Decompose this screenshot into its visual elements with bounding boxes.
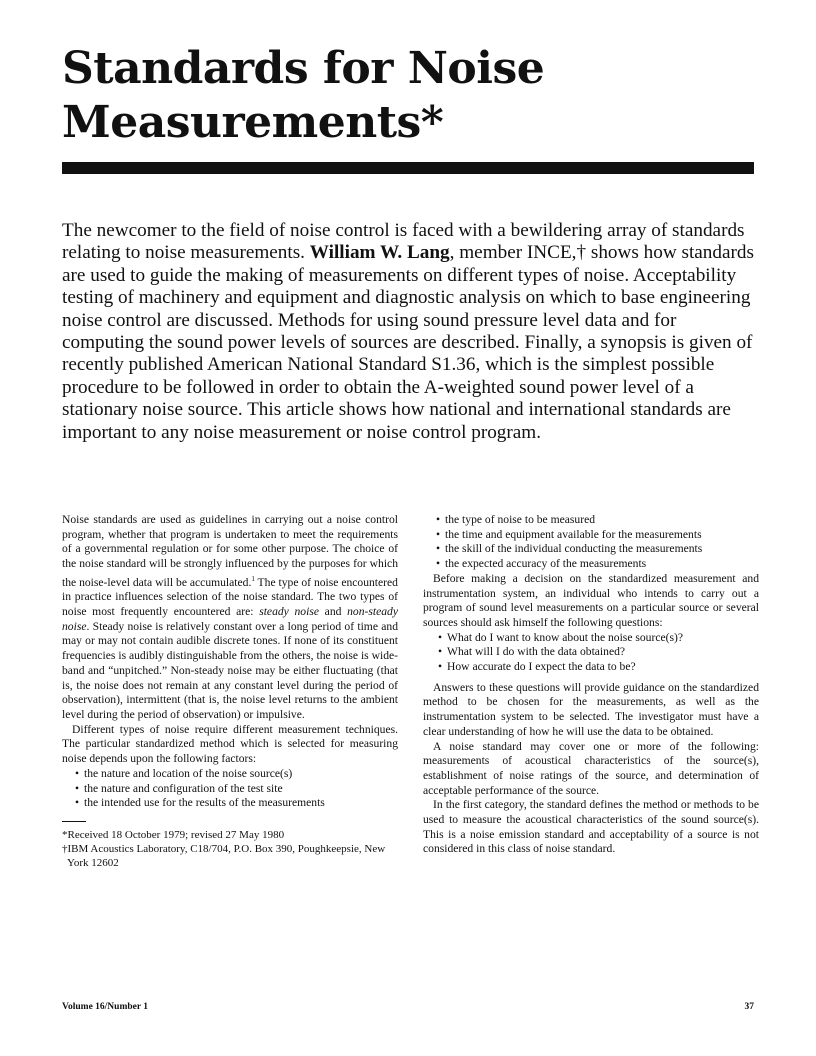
abstract-body: , member INCE,† shows how standards are used to guide the making of measurements on different types of noise. Acceptability testing of machinery and equipment and diagnostic analysis on which to base engineering noise control are discussed. Methods for using sound pressure level data and for computing the sound power levels of sources are described. Finally, a synopsis is given of recently published American National Standard S1.36, which is the simplest possible procedure to be followed in order to obtain the A-weighted sound power level of a stationary noise source. This article shows how national and international standards are important to any noise measurement or noise control program.	[62, 242, 754, 443]
title-rule	[62, 162, 754, 174]
list-item-text: What will I do with the data obtained?	[447, 645, 626, 659]
paragraph-decision: Before making a decision on the standardized measurement and instrumentation system, an individual who intends to carry out a program of sound level measurements on a particular source or several sources should ask himself the following questions:	[423, 571, 759, 629]
list-item: • What will I do with the data obtained?	[438, 645, 626, 659]
abstract	[62, 220, 754, 444]
list-item-text: How accurate do I expect the data to be?	[447, 660, 636, 674]
paragraph-first-category: In the first category, the standard defines the method or methods to be used to measure the acoustical characteristics of the sound source(s). This is a noise emission standard and acceptability of a source is not considered in this class of noise standard.	[423, 798, 759, 856]
paragraph-factors: Different types of noise require different measurement techniques. The particular standardized method which is selected for measuring noise depends upon the following factors:	[62, 722, 398, 766]
footnote-divider	[62, 821, 86, 822]
article-title: Standards for Noise Measurements*	[62, 43, 545, 148]
list-item-text: the type of noise to be measured	[445, 513, 596, 526]
question-list	[423, 631, 759, 675]
paragraph-answers: Answers to these questions will provide guidance on the standardized method to be chosen for the measurements, as well as the instrumentation system to be selected. The investigator must have a clear understanding of how he will use the data to be obtained.	[423, 680, 759, 738]
intro-text-3: . Steady noise is relatively constant over a long period of time and may or may not contain audible discrete tones. If none of its constituent frequencies is audibly distinguishable from the others, the noise is wide-band and “unpitched.” Non-steady noise may be either fluctuating (that is, the noise does not remain at any constant level during the period of observation), intermittent (that is, the noise level returns to the ambient level during the period of observation) or impulsive.	[62, 619, 398, 721]
right-column	[423, 513, 759, 857]
term-non-steady-noise: non-steady noise	[62, 605, 398, 633]
intro-text-2: The type of noise encountered in practice influences selection of the noise standard. The two types of noise most frequently encountered are:	[62, 575, 398, 619]
footnote-affiliation: †IBM Acoustics Laboratory, C18/704, P.O. Box 390, Poughkeepsie, New York 12602	[62, 842, 386, 869]
list-item: • How accurate do I expect the data to be?	[438, 660, 636, 674]
paragraph-coverage: A noise standard may cover one or more of the following: measurements of acoustical characteristics of the source(s), establishment of noise ratings of the source, and determination of acceptable performance of the source.	[423, 739, 759, 797]
paragraph-intro	[62, 513, 398, 723]
list-item: • the type of noise to be measured	[436, 513, 596, 526]
abstract-intro: The newcomer to the field of noise control is faced with a bewildering array of standards relating to noise measurements.	[62, 220, 745, 264]
left-column	[62, 513, 398, 870]
footnote-received: *Received 18 October 1979; revised 27 May 1980	[62, 828, 285, 841]
intro-text: Noise standards are used as guidelines in carrying out a noise control program, whether that program is undertaken to meet the requirements of a governmental regulation or for some other purpose. The choice of the noise standard will be strongly influenced by the purposes for which the noise-level data will be accumulated.	[62, 513, 398, 589]
footnotes	[62, 828, 398, 870]
list-item: • the time and equipment available for the measurements	[436, 527, 702, 541]
list-item: • the intended use for the results of the measurements	[75, 796, 325, 810]
author-name: William W. Lang	[309, 242, 450, 264]
list-item-text: the nature and configuration of the test site	[84, 781, 283, 795]
intro-conj: and	[318, 605, 348, 619]
factor-list	[62, 767, 398, 811]
list-item-text: the expected accuracy of the measurements	[445, 557, 647, 571]
list-item: • the nature and location of the noise source(s)	[75, 766, 293, 780]
list-item-text: the intended use for the results of the measurements	[84, 796, 325, 810]
page-number: 37	[744, 1002, 754, 1012]
list-item: • the nature and configuration of the test site	[75, 781, 283, 795]
footnote-ref: 1	[251, 574, 255, 583]
list-item: • the skill of the individual conducting the measurements	[436, 542, 703, 556]
list-item: • What do I want to know about the noise source(s)?	[438, 630, 683, 644]
term-steady-noise: steady noise	[259, 605, 319, 619]
list-item-text: the nature and location of the noise source(s)	[84, 766, 293, 780]
factor-list-continued	[423, 513, 759, 572]
list-item-text: the skill of the individual conducting the measurements	[445, 542, 703, 556]
list-item-text: What do I want to know about the noise source(s)?	[447, 630, 683, 644]
list-item-text: the time and equipment available for the measurements	[445, 527, 702, 541]
footer-volume: Volume 16/Number 1	[62, 1002, 149, 1012]
list-item: • the expected accuracy of the measurements	[436, 557, 647, 571]
